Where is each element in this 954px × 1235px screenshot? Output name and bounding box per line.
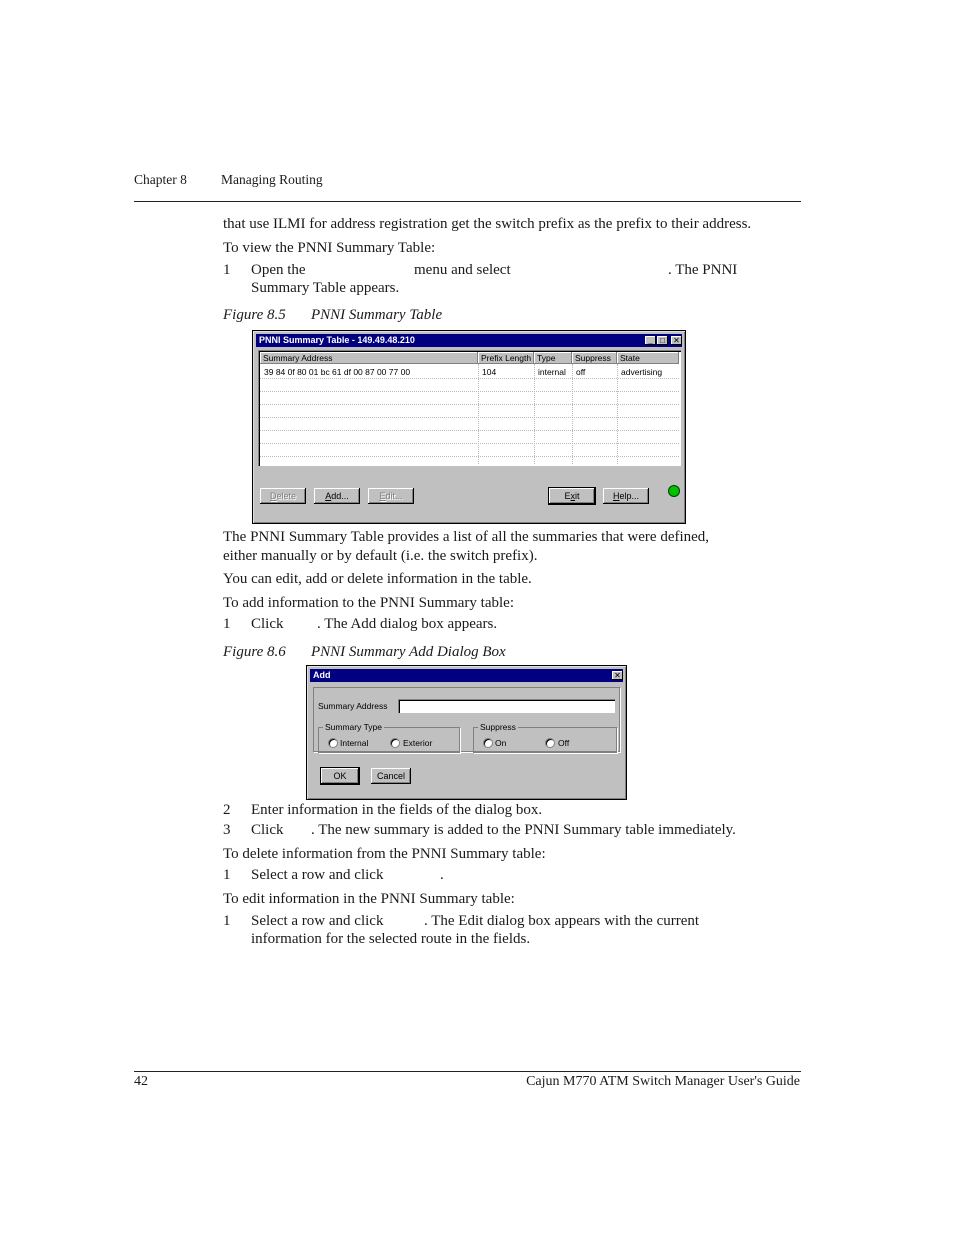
internal-radio[interactable] — [328, 738, 338, 748]
step-number: 3 — [223, 822, 231, 838]
column-header[interactable]: Type — [534, 352, 572, 364]
step-number: 1 — [223, 616, 231, 632]
grid-line — [572, 364, 573, 464]
figure-number: Figure 8.6 — [223, 644, 286, 660]
pnni-summary-window — [252, 330, 686, 524]
summary-address-input[interactable] — [398, 699, 615, 713]
help-button[interactable]: Help... — [603, 488, 649, 504]
figure-title: PNNI Summary Add Dialog Box — [311, 644, 506, 660]
exterior-label: Exterior — [403, 738, 433, 748]
cancel-button[interactable]: Cancel — [371, 768, 411, 784]
summary-table[interactable] — [258, 350, 681, 466]
dialog-title: Add — [310, 669, 623, 682]
cell-state: advertising — [621, 367, 663, 377]
column-header[interactable]: Summary Address — [260, 352, 478, 364]
exterior-radio[interactable] — [390, 738, 400, 748]
header-rule — [134, 201, 801, 202]
column-header[interactable]: State — [617, 352, 679, 364]
step-text: . The Edit dialog box appears with the current — [424, 913, 700, 929]
cell-prefix-length: 104 — [482, 367, 497, 377]
paragraph: You can edit, add or delete information in the table. — [223, 571, 532, 587]
status-led-icon — [668, 485, 680, 497]
paragraph: To add information to the PNNI Summary table: — [223, 595, 514, 611]
off-radio[interactable] — [545, 738, 555, 748]
edit-button[interactable]: Edit... — [368, 488, 414, 504]
on-label: On — [495, 738, 507, 748]
paragraph: To view the PNNI Summary Table: — [223, 240, 436, 256]
book-title: Cajun M770 ATM Switch Manager User's Guide — [526, 1074, 800, 1089]
step-text: Select a row and click — [251, 867, 384, 883]
step-number: 1 — [223, 913, 231, 929]
grid-line — [617, 364, 618, 464]
paragraph: The PNNI Summary Table provides a list of all the summaries that were defined, — [223, 529, 710, 545]
off-label: Off — [558, 738, 570, 748]
paragraph: To delete information from the PNNI Summary table: — [223, 846, 546, 862]
step-text: Enter information in the fields of the dialog box. — [251, 802, 543, 818]
step-text: information for the selected route in the fields. — [251, 931, 531, 947]
add-dialog — [306, 665, 627, 800]
figure-number: Figure 8.5 — [223, 307, 286, 323]
grid-line — [534, 364, 535, 464]
step-text: . The new summary is added to the PNNI Summary table immediately. — [311, 822, 736, 838]
maximize-icon[interactable]: □ — [657, 336, 668, 345]
step-number: 1 — [223, 867, 231, 883]
paragraph: either manually or by default (i.e. the switch prefix). — [223, 548, 538, 564]
page-number: 42 — [134, 1074, 148, 1089]
close-icon[interactable]: ✕ — [671, 336, 682, 345]
step-text: Click — [251, 822, 284, 838]
column-header[interactable]: Prefix Length — [478, 352, 534, 364]
suppress-label: Suppress — [480, 722, 516, 732]
step-text: . The PNNI — [668, 262, 738, 278]
paragraph: To edit information in the PNNI Summary table: — [223, 891, 515, 907]
step-text: menu and select — [414, 262, 511, 278]
exit-button[interactable]: Exit — [549, 488, 595, 504]
summary-type-label: Summary Type — [325, 722, 383, 732]
summary-type-group — [318, 722, 460, 753]
paragraph: that use ILMI for address registration get the switch prefix as the prefix to their address. — [223, 216, 752, 232]
step-number: 1 — [223, 262, 231, 278]
grid-line — [478, 364, 479, 464]
ok-button[interactable]: OK — [321, 768, 359, 784]
chapter-title: Managing Routing — [221, 172, 323, 187]
window-title: PNNI Summary Table - 149.49.48.210 — [256, 334, 682, 347]
cell-suppress: off — [576, 367, 586, 377]
suppress-group — [473, 722, 617, 753]
step-text: Select a row and click — [251, 913, 384, 929]
cell-address: 39 84 0f 80 01 bc 61 df 00 87 00 77 00 — [264, 367, 411, 377]
step-text: Click — [251, 616, 284, 632]
address-label: Summary Address — [318, 701, 388, 711]
add-button[interactable]: Add... — [314, 488, 360, 504]
close-icon[interactable]: ✕ — [612, 671, 623, 680]
cell-type: internal — [538, 367, 566, 377]
minimize-icon[interactable]: _ — [645, 336, 656, 345]
step-text: Summary Table appears. — [251, 280, 400, 296]
delete-button[interactable]: Delete — [260, 488, 306, 504]
internal-label: Internal — [340, 738, 369, 748]
column-header[interactable]: Suppress — [572, 352, 617, 364]
on-radio[interactable] — [483, 738, 493, 748]
step-text: . — [440, 867, 444, 883]
footer-rule — [134, 1071, 801, 1072]
chapter-label: Chapter 8 — [134, 172, 187, 187]
step-number: 2 — [223, 802, 231, 818]
figure-title: PNNI Summary Table — [311, 307, 443, 323]
step-text: . The Add dialog box appears. — [317, 616, 498, 632]
step-text: Open the — [251, 262, 306, 278]
